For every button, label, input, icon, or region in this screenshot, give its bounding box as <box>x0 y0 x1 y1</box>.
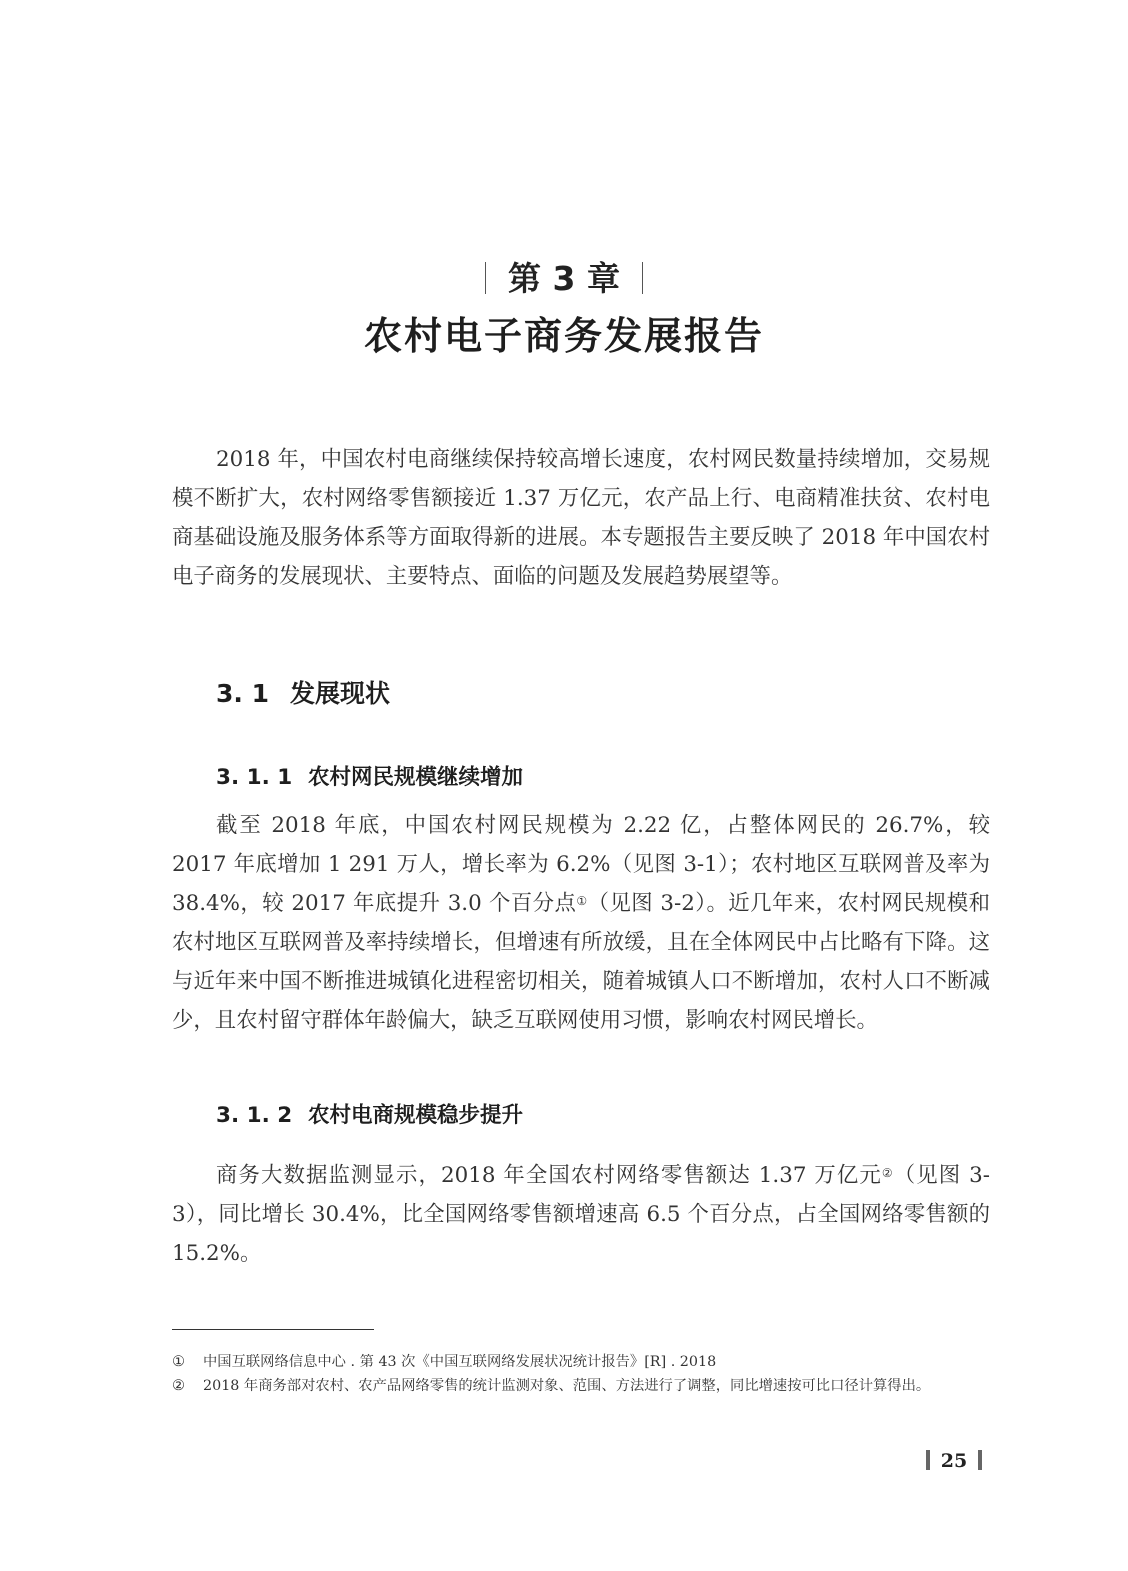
section-3-1-1-number: 3. 1. 1 <box>216 765 293 790</box>
section-3-1-2-number: 3. 1. 2 <box>216 1103 293 1128</box>
page-number-left-bar <box>926 1450 930 1470</box>
section-3-1-number: 3. 1 <box>216 679 269 708</box>
page-number-text: 25 <box>940 1450 968 1472</box>
section-3-1-2-paragraph <box>172 1156 990 1273</box>
section-3-1-2-heading <box>216 1096 523 1136</box>
chapter-label-left-bar <box>485 262 487 294</box>
footnote-1 <box>172 1351 990 1373</box>
section-3-1-heading <box>216 672 390 716</box>
footnote-1-mark: ① <box>172 1354 185 1370</box>
section-3-1-1-paragraph <box>172 806 990 1040</box>
footnote-ref-2[interactable]: ② <box>881 1166 894 1180</box>
page-number-right-bar <box>978 1450 982 1470</box>
section-3-1-1-title: 农村网民规模继续增加 <box>308 765 524 790</box>
section-3-1-1-heading <box>216 758 523 798</box>
footnote-divider <box>172 1329 374 1330</box>
chapter-title: 农村电子商务发展报告 <box>363 313 764 358</box>
section-3-1-title: 发展现状 <box>290 679 391 708</box>
footnote-1-text: 中国互联网络信息中心 . 第 43 次《中国互联网络发展状况统计报告》[R] . 2018 <box>203 1354 717 1370</box>
section-3-1-2-title: 农村电商规模稳步提升 <box>308 1103 524 1128</box>
intro-paragraph: 2018 年，中国农村电商继续保持较高增长速度，农村网民数量持续增加，交易规模不断扩大，农村网络零售额接近 1.37 万亿元，农产品上行、电商精准扶贫、农村电商基础设施及服务体系等方面取得新的进展。本专题报告主要反映了 2018 年中国农村电子商务的发展现状、主要特点、面临的问题及发展趋势展望等。 <box>172 447 990 589</box>
footnote-ref-1[interactable]: ① <box>576 894 588 908</box>
section-3-1-2-text-part2: （见图 3-3），同比增长 30.4%，比全国网络零售额增速高 6.5 个百分点，占全国网络零售额的 15.2%。 <box>172 1163 990 1266</box>
section-3-1-1-text-part1: 截至 2018 年底，中国农村网民规模为 2.22 亿，占整体网民的 26.7%，较 2017 年底增加 1 291 万人，增长率为 6.2%（见图 3-1）；农村地区互联网普及率为 38.4%，较 2017 年底提升 3.0 个百分点 <box>172 813 990 916</box>
chapter-label-right-bar <box>642 262 644 294</box>
page-number <box>912 1448 996 1474</box>
chapter-label-text: 第 3 章 <box>508 259 620 298</box>
chapter-label <box>0 252 1128 308</box>
section-3-1-1-text-part2: （见图 3-2）。近几年来，农村网民规模和农村地区互联网普及率持续增长，但增速有所放缓，且在全体网民中占比略有下降。这与近年来中国不断推进城镇化进程密切相关，随着城镇人口不断增加，农村人口不断减少，且农村留守群体年龄偏大，缺乏互联网使用习惯，影响农村网民增长。 <box>172 891 991 1033</box>
section-3-1-2-text-part1: 商务大数据监测显示，2018 年全国农村网络零售额达 1.37 万亿元 <box>216 1163 882 1188</box>
footnote-2 <box>172 1375 990 1397</box>
footnote-2-mark: ② <box>172 1378 185 1394</box>
footnote-2-text: 2018 年商务部对农村、农产品网络零售的统计监测对象、范围、方法进行了调整，同比增速按可比口径计算得出。 <box>203 1378 931 1394</box>
